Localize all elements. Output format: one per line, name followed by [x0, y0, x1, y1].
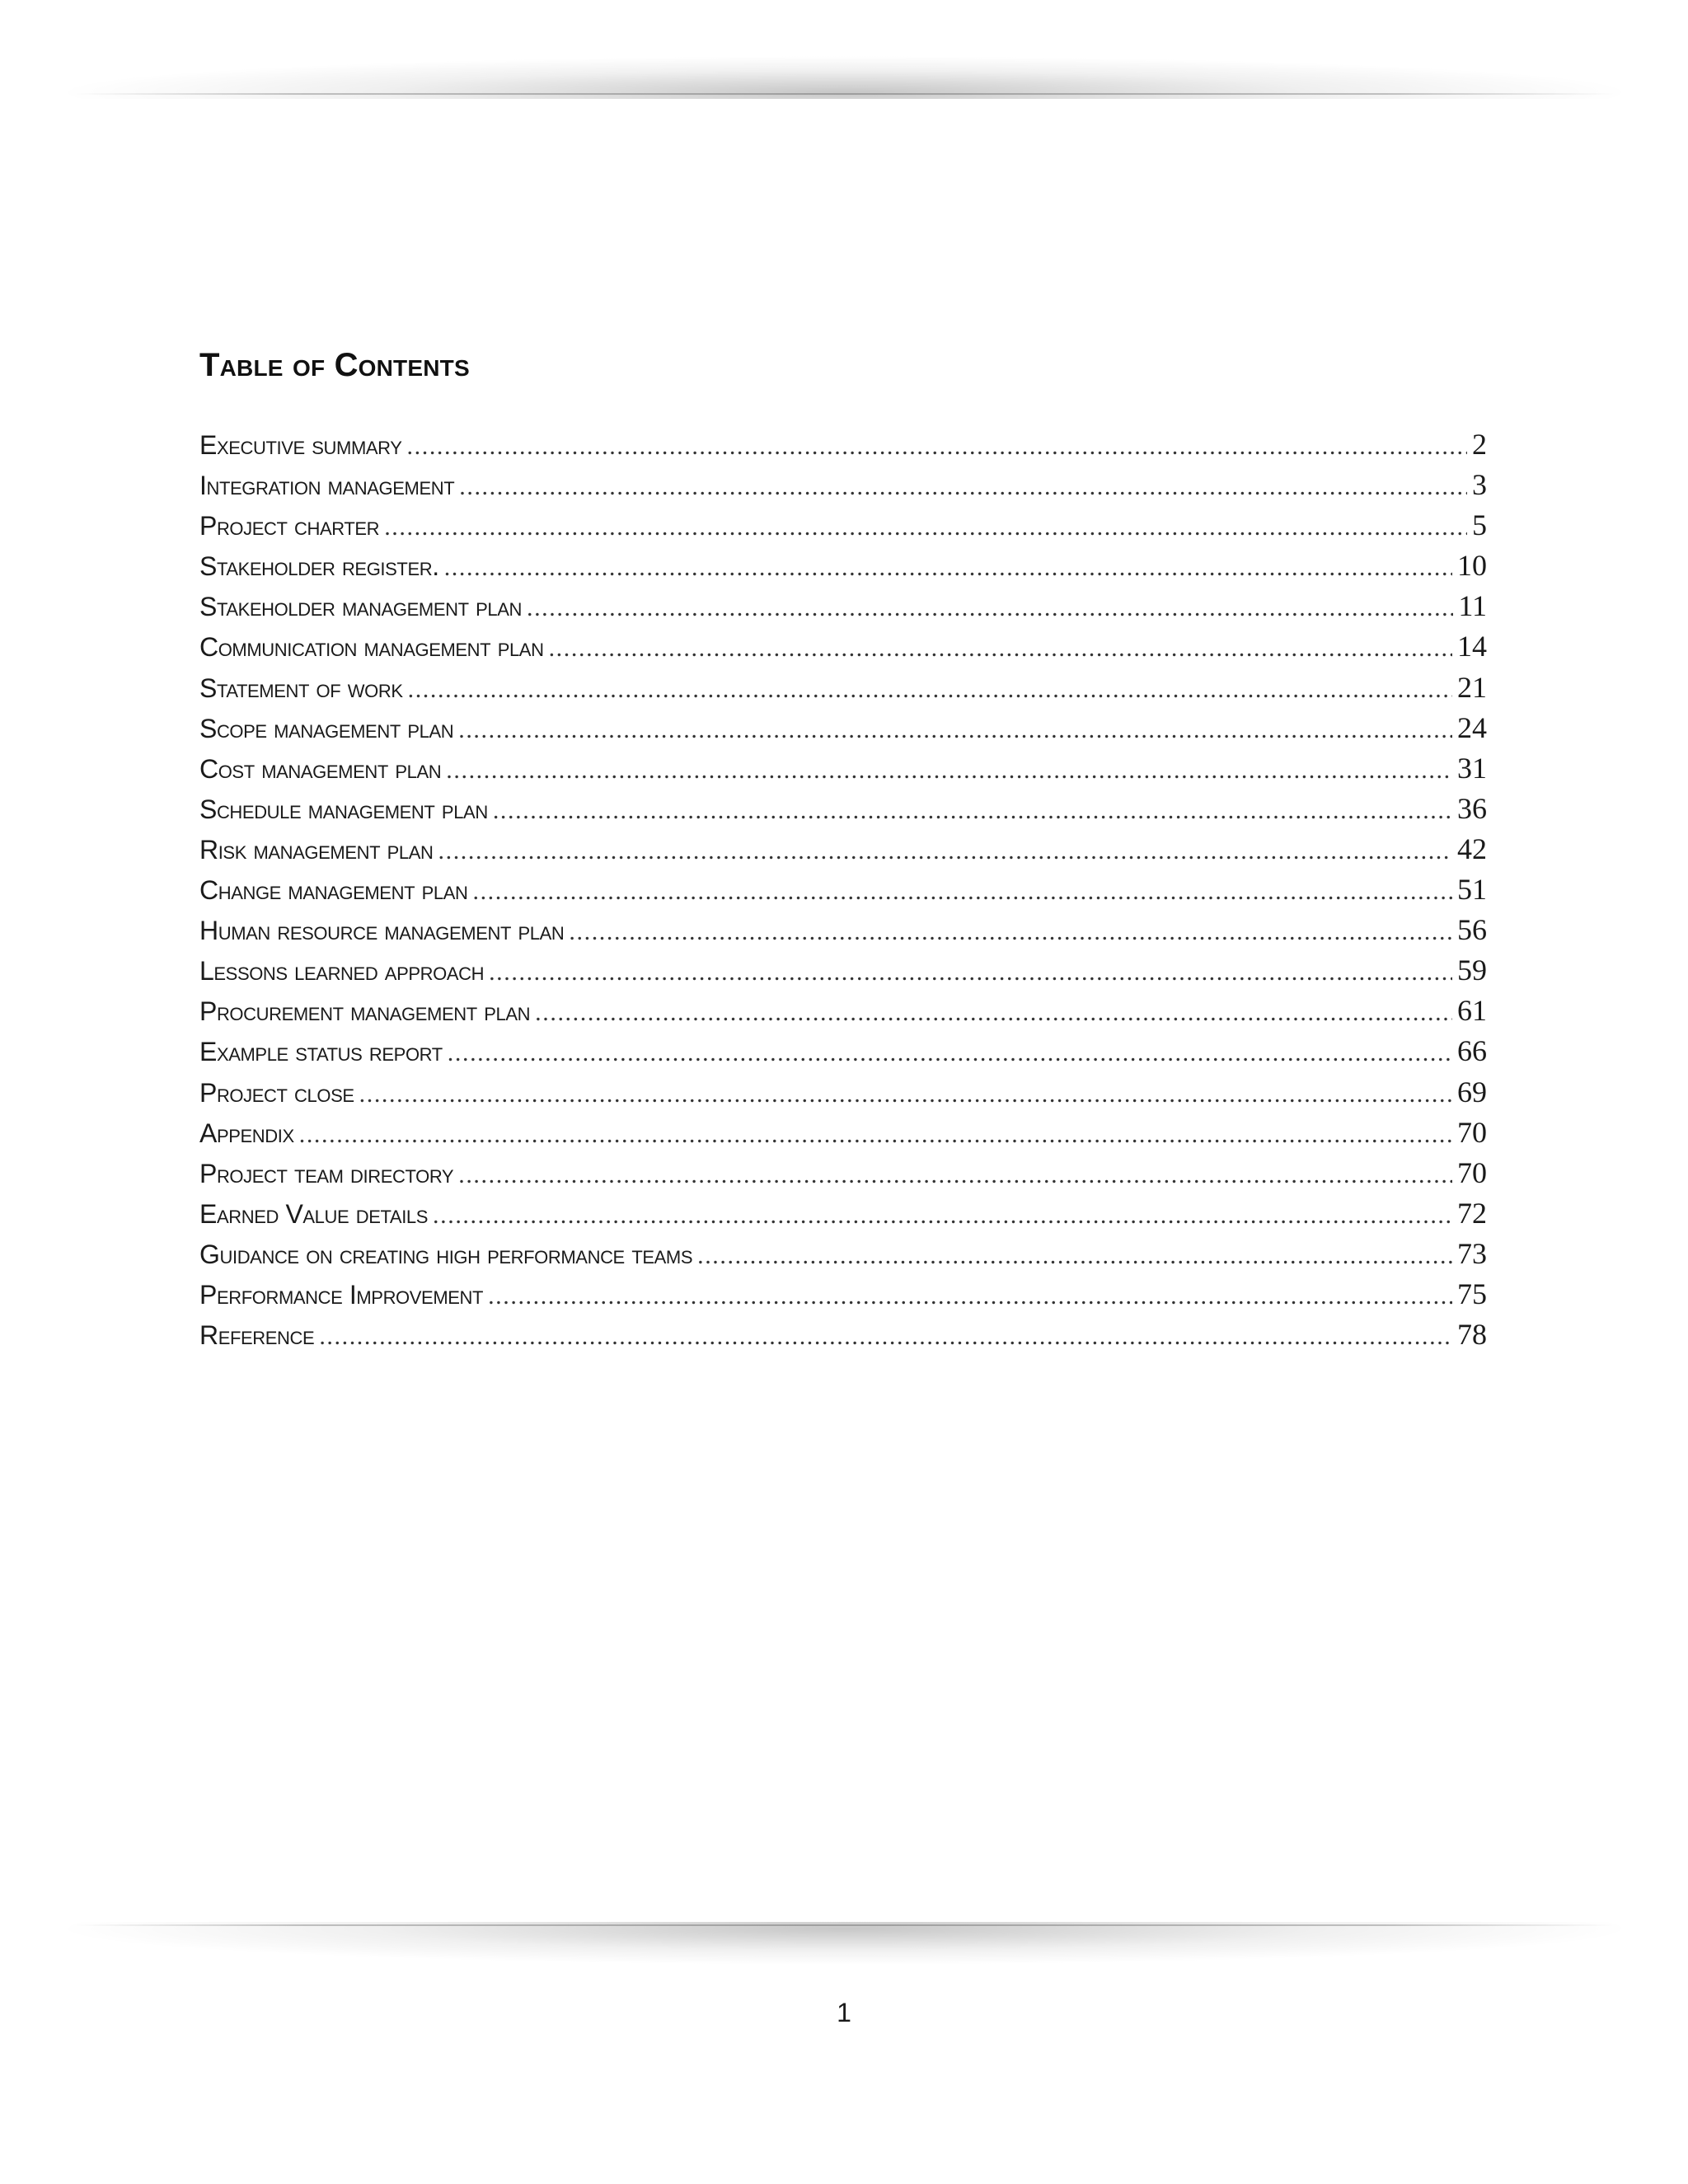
toc-dot-leader [433, 1202, 1452, 1230]
toc-entry-page: 24 [1457, 710, 1487, 744]
toc-entry-label: Stakeholder management plan [199, 592, 522, 622]
toc-entry-label: Performance Improvement [199, 1279, 484, 1310]
toc-entry-page: 61 [1457, 994, 1487, 1028]
toc-entry-stakeholder-register[interactable] [199, 548, 1487, 588]
toc-dot-leader [549, 635, 1452, 663]
toc-entry-label: Risk management plan [199, 834, 434, 865]
toc-entry-communication-management-plan[interactable] [199, 629, 1487, 669]
toc-entry-example-status-report[interactable] [199, 1033, 1487, 1074]
toc-dot-leader [408, 676, 1452, 704]
toc-entry-label: Lessons learned approach [199, 956, 485, 987]
toc-entry-page: 51 [1457, 873, 1487, 907]
toc-entry-page: 69 [1457, 1075, 1487, 1108]
toc-entry-label: Integration management [199, 471, 455, 501]
toc-entry-human-resource-management-plan[interactable] [199, 912, 1487, 953]
page-bottom-shadow [58, 1922, 1632, 1988]
toc-dot-leader [299, 1121, 1452, 1149]
toc-entry-lessons-learned-approach[interactable] [199, 953, 1487, 993]
toc-entry-label: Procurement management plan [199, 996, 531, 1027]
toc-entry-label: Project close [199, 1077, 354, 1108]
toc-entry-scope-management-plan[interactable] [199, 710, 1487, 751]
toc-entry-label: Appendix [199, 1118, 294, 1148]
toc-entry-page: 2 [1472, 428, 1487, 461]
toc-entry-page: 70 [1457, 1115, 1487, 1149]
toc-entry-label: Guidance on creating high performance teams [199, 1239, 693, 1269]
toc-entry-page: 73 [1457, 1236, 1487, 1270]
toc-entry-page: 56 [1457, 913, 1487, 947]
toc-entry-label: Change management plan [199, 875, 468, 906]
toc-dot-leader [446, 757, 1452, 785]
toc-dot-leader [535, 999, 1452, 1027]
toc-list [199, 427, 1487, 1357]
toc-entry-label: Example status report [199, 1037, 443, 1067]
toc-entry-page: 59 [1457, 954, 1487, 987]
toc-entry-project-close[interactable] [199, 1075, 1487, 1115]
toc-dot-leader [458, 716, 1452, 744]
toc-dot-leader [444, 554, 1452, 582]
toc-dot-leader [569, 918, 1452, 946]
toc-entry-schedule-management-plan[interactable] [199, 791, 1487, 832]
toc-entry-label: Earned Value details [199, 1198, 429, 1229]
toc-entry-integration-management[interactable] [199, 467, 1487, 508]
toc-entry-label: Cost management plan [199, 753, 442, 784]
toc-entry-risk-management-plan[interactable] [199, 832, 1487, 872]
toc-entry-label: Stakeholder register. [199, 551, 439, 582]
toc-dot-leader [448, 1039, 1452, 1067]
toc-entry-performance-improvement[interactable] [199, 1277, 1487, 1317]
toc-entry-page: 66 [1457, 1034, 1487, 1068]
toc-entry-page: 11 [1458, 589, 1487, 623]
toc-dot-leader [472, 878, 1452, 906]
toc-dot-leader [458, 1161, 1452, 1189]
toc-entry-label: Communication management plan [199, 632, 544, 663]
toc-entry-label: Scope management plan [199, 713, 454, 743]
toc-dot-leader [438, 837, 1453, 865]
table-of-contents [199, 344, 1487, 1357]
toc-entry-page: 3 [1472, 468, 1487, 502]
toc-entry-label: Project charter [199, 511, 380, 541]
toc-entry-statement-of-work[interactable] [199, 670, 1487, 710]
toc-entry-page: 72 [1457, 1196, 1487, 1230]
toc-title: Table of Contents [199, 347, 470, 383]
toc-entry-project-charter[interactable] [199, 508, 1487, 548]
toc-dot-leader [459, 473, 1467, 501]
toc-entry-page: 21 [1457, 670, 1487, 704]
toc-dot-leader [359, 1080, 1452, 1108]
toc-entry-page: 70 [1457, 1155, 1487, 1189]
toc-entry-page: 78 [1457, 1318, 1487, 1352]
toc-dot-leader [384, 513, 1467, 541]
toc-entry-page: 14 [1457, 630, 1487, 663]
toc-entry-appendix[interactable] [199, 1115, 1487, 1155]
toc-entry-page: 31 [1457, 751, 1487, 785]
toc-entry-executive-summary[interactable] [199, 427, 1487, 467]
toc-entry-page: 10 [1457, 549, 1487, 583]
toc-dot-leader [489, 958, 1452, 987]
toc-entry-label: Statement of work [199, 673, 403, 703]
toc-dot-leader [527, 594, 1453, 622]
toc-entry-cost-management-plan[interactable] [199, 751, 1487, 791]
toc-entry-label: Executive summary [199, 430, 402, 460]
toc-entry-page: 5 [1472, 509, 1487, 542]
page-number: 1 [837, 1998, 851, 2027]
toc-entry-label: Human resource management plan [199, 916, 565, 946]
toc-entry-project-team-directory[interactable] [199, 1155, 1487, 1196]
toc-entry-earned-value-details[interactable] [199, 1196, 1487, 1236]
page-top-shadow [58, 33, 1632, 99]
page-top-edge [74, 93, 1615, 95]
toc-dot-leader [319, 1323, 1452, 1351]
toc-dot-leader [488, 1282, 1452, 1310]
toc-dot-leader [493, 797, 1452, 825]
toc-entry-page: 36 [1457, 791, 1487, 825]
toc-entry-label: Schedule management plan [199, 794, 488, 824]
toc-entry-change-management-plan[interactable] [199, 872, 1487, 912]
toc-entry-label: Reference [199, 1320, 315, 1351]
toc-entry-page: 75 [1457, 1277, 1487, 1310]
toc-entry-stakeholder-management-plan[interactable] [199, 588, 1487, 629]
toc-dot-leader [697, 1242, 1452, 1270]
toc-entry-guidance-high-performance-teams[interactable] [199, 1236, 1487, 1277]
toc-dot-leader [407, 433, 1467, 461]
toc-entry-reference[interactable] [199, 1317, 1487, 1357]
toc-entry-label: Project team directory [199, 1158, 454, 1188]
toc-entry-page: 42 [1457, 832, 1487, 865]
toc-entry-procurement-management-plan[interactable] [199, 993, 1487, 1033]
